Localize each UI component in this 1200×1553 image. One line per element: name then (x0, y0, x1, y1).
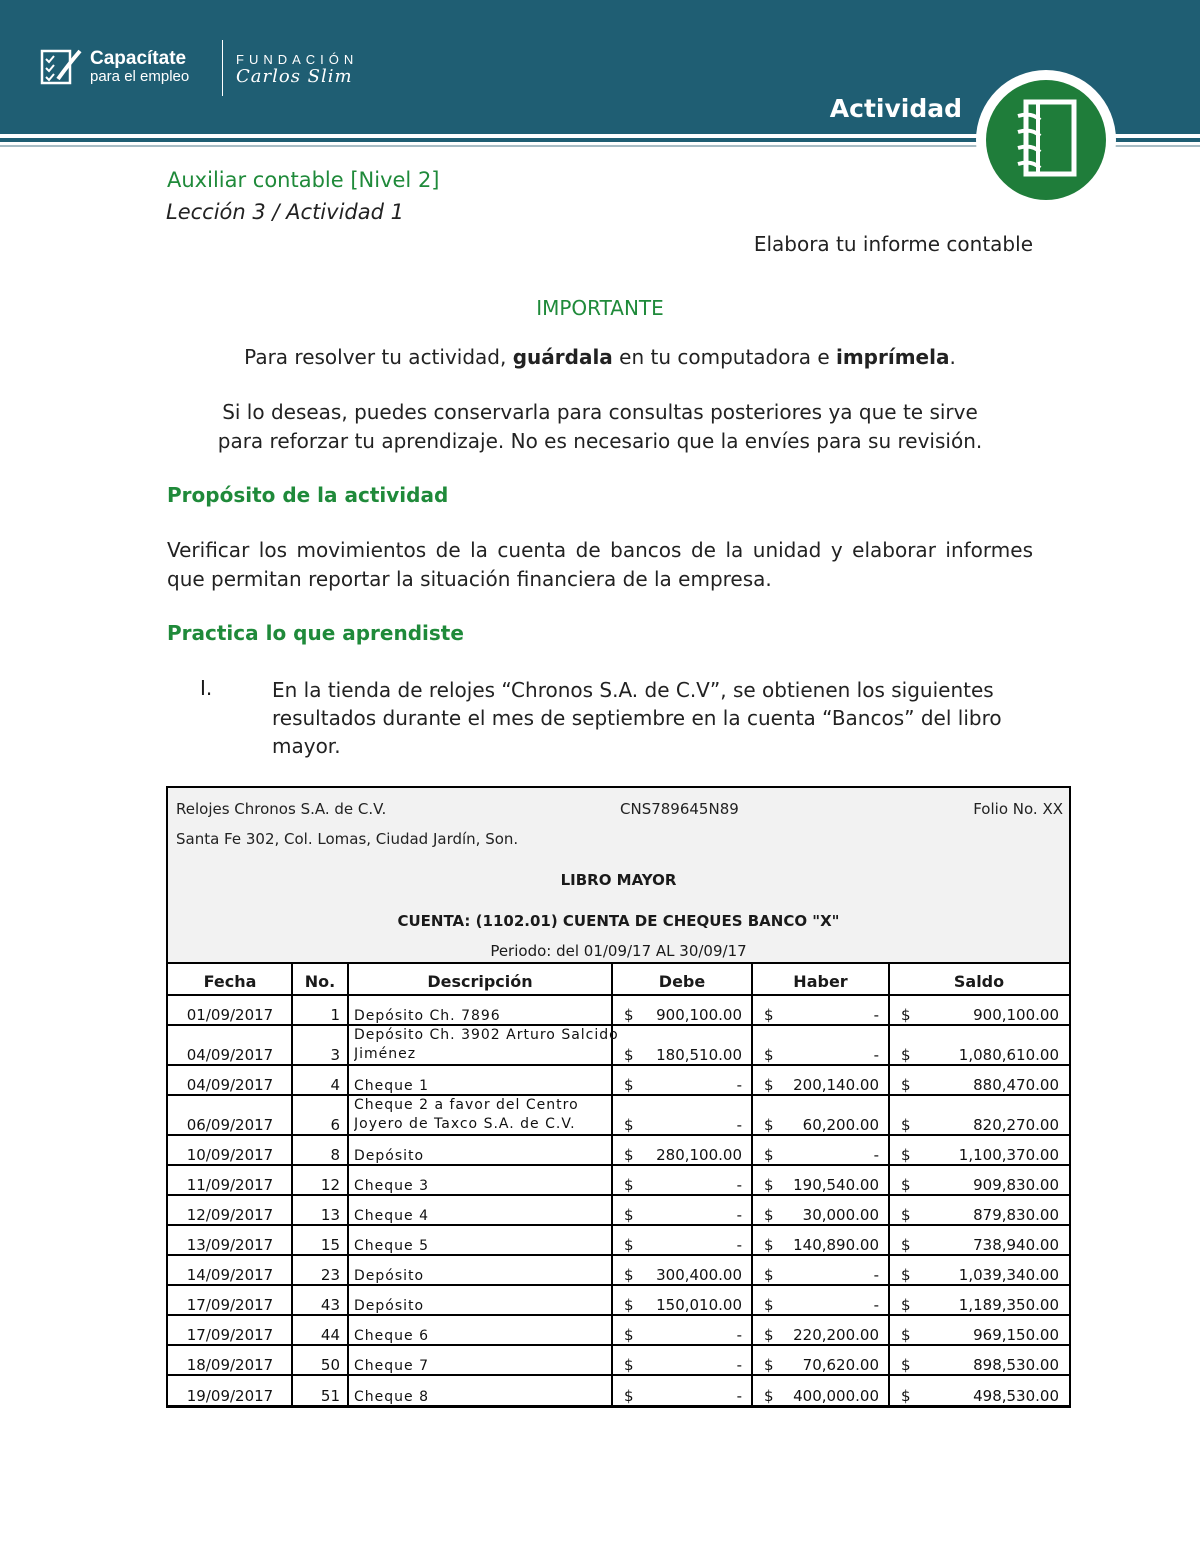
row-descripcion: Cheque 7 (354, 1358, 429, 1374)
grid-line (168, 1224, 1069, 1226)
amount-value: - (736, 1236, 742, 1254)
row-fecha: 12/09/2017 (186, 1206, 274, 1224)
row-number: 6 (330, 1116, 340, 1134)
row-number: 50 (320, 1356, 340, 1374)
brand-tagline: para el empleo (90, 68, 190, 85)
row-fecha: 04/09/2017 (186, 1046, 274, 1064)
row-descripcion: Depósito (354, 1148, 425, 1164)
row-fecha: 18/09/2017 (186, 1356, 274, 1374)
grid-line (168, 1024, 1069, 1026)
currency-sign: $ (901, 1326, 911, 1344)
instruction-part: Para resolver tu actividad, (244, 345, 513, 369)
amount-value: 1,189,350.00 (958, 1296, 1059, 1314)
notebook-icon (1006, 98, 1086, 182)
amount-value: - (736, 1116, 742, 1134)
grid-line (168, 1164, 1069, 1166)
currency-sign: $ (901, 1146, 911, 1164)
company-name: Relojes Chronos S.A. de C.V. (176, 800, 387, 818)
row-descripcion: Depósito (354, 1268, 425, 1284)
section-label: Actividad (829, 94, 962, 123)
row-fecha: 17/09/2017 (186, 1326, 274, 1344)
currency-sign: $ (901, 1236, 911, 1254)
currency-sign: $ (901, 1176, 911, 1194)
currency-sign: $ (764, 1206, 774, 1224)
amount-value: 909,830.00 (973, 1176, 1059, 1194)
amount-value: 820,270.00 (973, 1116, 1059, 1134)
grid-line (168, 1284, 1069, 1286)
amount-value: 220,200.00 (793, 1326, 879, 1344)
row-descripcion: Cheque 4 (354, 1208, 429, 1224)
amount-value: 880,470.00 (973, 1076, 1059, 1094)
amount-value: 180,510.00 (656, 1046, 742, 1064)
amount-value: 969,150.00 (973, 1326, 1059, 1344)
currency-sign: $ (624, 1206, 634, 1224)
row-fecha: 06/09/2017 (186, 1116, 274, 1134)
currency-sign: $ (624, 1076, 634, 1094)
row-number: 43 (320, 1296, 340, 1314)
currency-sign: $ (764, 1076, 774, 1094)
row-fecha: 11/09/2017 (186, 1176, 274, 1194)
foundation-signature: Carlos Slim (236, 66, 353, 87)
row-fecha: 04/09/2017 (186, 1076, 274, 1094)
currency-sign: $ (624, 1236, 634, 1254)
row-descripcion: Joyero de Taxco S.A. de C.V. (354, 1116, 576, 1132)
grid-line (168, 1405, 1069, 1407)
row-number: 4 (330, 1076, 340, 1094)
amount-value: - (873, 1296, 879, 1314)
row-descripcion: Depósito Ch. 7896 (354, 1008, 501, 1024)
amount-value: 498,530.00 (973, 1387, 1059, 1405)
currency-sign: $ (901, 1296, 911, 1314)
row-descripcion: Depósito Ch. 3902 Arturo Salcido (354, 1027, 619, 1043)
amount-value: 190,540.00 (793, 1176, 879, 1194)
note-line: para reforzar tu aprendizaje. No es necesario que la envíes para su revisión. (217, 429, 983, 453)
purpose-text: Verificar los movimientos de la cuenta de bancos de la unidad y elaborar informes que permitan reportar la situación financiera de la empresa. (167, 538, 1033, 591)
row-number: 51 (320, 1387, 340, 1405)
instruction-text (150, 343, 1050, 372)
amount-value: 879,830.00 (973, 1206, 1059, 1224)
amount-value: 200,140.00 (793, 1076, 879, 1094)
currency-sign: $ (764, 1356, 774, 1374)
amount-value: - (736, 1387, 742, 1405)
amount-value: 300,400.00 (656, 1266, 742, 1284)
amount-value: 900,100.00 (656, 1006, 742, 1024)
row-fecha: 01/09/2017 (186, 1006, 274, 1024)
amount-value: 30,000.00 (802, 1206, 879, 1224)
grid-line (168, 1134, 1069, 1136)
currency-sign: $ (624, 1387, 634, 1405)
row-fecha: 10/09/2017 (186, 1146, 274, 1164)
practice-heading: Practica lo que aprendiste (167, 621, 464, 645)
amount-value: 140,890.00 (793, 1236, 879, 1254)
instruction-bold-print: imprímela (835, 345, 950, 369)
currency-sign: $ (624, 1046, 634, 1064)
grid-line (168, 1254, 1069, 1256)
amount-value: - (873, 1146, 879, 1164)
item-number: I. (200, 676, 213, 700)
currency-sign: $ (764, 1296, 774, 1314)
col-fecha-header: Fecha (203, 972, 257, 991)
currency-sign: $ (764, 1326, 774, 1344)
amount-value: - (736, 1356, 742, 1374)
grid-line (168, 1374, 1069, 1376)
amount-value: 70,620.00 (802, 1356, 879, 1374)
amount-value: 900,100.00 (973, 1006, 1059, 1024)
currency-sign: $ (901, 1266, 911, 1284)
grid-line (168, 962, 1069, 964)
currency-sign: $ (624, 1176, 634, 1194)
amount-value: 400,000.00 (793, 1387, 879, 1405)
important-heading: IMPORTANTE (536, 296, 664, 320)
activity-title: Elabora tu informe contable (753, 232, 1033, 256)
currency-sign: $ (764, 1176, 774, 1194)
activity-badge (976, 70, 1116, 210)
row-fecha: 14/09/2017 (186, 1266, 274, 1284)
note-text (150, 398, 1050, 456)
amount-value: - (736, 1326, 742, 1344)
col-saldo-header: Saldo (953, 972, 1005, 991)
currency-sign: $ (764, 1236, 774, 1254)
company-rfc: CNS789645N89 (620, 800, 739, 818)
row-fecha: 19/09/2017 (186, 1387, 274, 1405)
amount-value: - (736, 1176, 742, 1194)
col-haber-header: Haber (793, 972, 848, 991)
currency-sign: $ (901, 1116, 911, 1134)
currency-sign: $ (624, 1356, 634, 1374)
row-descripcion: Depósito (354, 1298, 425, 1314)
amount-value: - (736, 1076, 742, 1094)
grid-line (168, 1094, 1069, 1096)
brand-name: Capacítate (90, 48, 187, 69)
row-descripcion: Jiménez (354, 1046, 417, 1062)
instruction-part: en tu computadora e (612, 345, 836, 369)
grid-line (168, 994, 1069, 996)
grid-line (168, 1194, 1069, 1196)
row-number: 15 (320, 1236, 340, 1254)
currency-sign: $ (901, 1206, 911, 1224)
account-title: CUENTA: (1102.01) CUENTA DE CHEQUES BANCO "X" (397, 912, 840, 930)
instruction-part: . (949, 345, 956, 369)
row-descripcion: Cheque 1 (354, 1078, 429, 1094)
amount-value: 1,080,610.00 (958, 1046, 1059, 1064)
checklist-icon (38, 45, 84, 89)
row-descripcion: Cheque 5 (354, 1238, 429, 1254)
logo-divider (222, 40, 223, 96)
row-fecha: 13/09/2017 (186, 1236, 274, 1254)
note-line: Si lo deseas, puedes conservarla para consultas posteriores ya que te sirve (222, 400, 978, 424)
grid-line (347, 962, 349, 1406)
item-text: En la tienda de relojes “Chronos S.A. de C.V”, se obtienen los siguientes resultados durante el mes de septiembre en la cuenta “Bancos” del libro mayor. (272, 678, 1002, 758)
currency-sign: $ (624, 1006, 634, 1024)
amount-value: - (873, 1006, 879, 1024)
purpose-heading: Propósito de la actividad (167, 483, 449, 507)
currency-sign: $ (764, 1266, 774, 1284)
amount-value: 280,100.00 (656, 1146, 742, 1164)
currency-sign: $ (901, 1046, 911, 1064)
row-number: 12 (320, 1176, 340, 1194)
instruction-bold-save: guárdala (512, 345, 613, 369)
currency-sign: $ (901, 1006, 911, 1024)
col-no-header: No. (304, 972, 336, 991)
currency-sign: $ (764, 1387, 774, 1405)
foundation-label: FUNDACIÓN (236, 52, 359, 67)
grid-line (168, 1064, 1069, 1066)
col-debe-header: Debe (658, 972, 706, 991)
grid-line (168, 1344, 1069, 1346)
amount-value: 738,940.00 (973, 1236, 1059, 1254)
currency-sign: $ (901, 1356, 911, 1374)
ledger-header (168, 788, 1069, 962)
row-number: 13 (320, 1206, 340, 1224)
row-number: 1 (330, 1006, 340, 1024)
amount-value: - (736, 1206, 742, 1224)
amount-value: 150,010.00 (656, 1296, 742, 1314)
row-descripcion: Cheque 3 (354, 1178, 429, 1194)
capacitate-logo (38, 42, 189, 92)
folio-number: Folio No. XX (973, 800, 1063, 818)
amount-value: - (873, 1046, 879, 1064)
row-descripcion: Cheque 6 (354, 1328, 429, 1344)
amount-value: 898,530.00 (973, 1356, 1059, 1374)
row-number: 8 (330, 1146, 340, 1164)
row-fecha: 17/09/2017 (186, 1296, 274, 1314)
col-descripcion-header: Descripción (427, 972, 533, 991)
company-address: Santa Fe 302, Col. Lomas, Ciudad Jardín, Son. (176, 830, 519, 848)
currency-sign: $ (764, 1116, 774, 1134)
currency-sign: $ (764, 1146, 774, 1164)
grid-line (168, 1314, 1069, 1316)
amount-value: 1,039,340.00 (958, 1266, 1059, 1284)
course-title: Auxiliar contable [Nivel 2] (167, 168, 440, 192)
row-descripcion: Cheque 2 a favor del Centro (354, 1097, 579, 1113)
currency-sign: $ (624, 1266, 634, 1284)
currency-sign: $ (624, 1296, 634, 1314)
row-descripcion: Cheque 8 (354, 1389, 429, 1405)
currency-sign: $ (901, 1076, 911, 1094)
row-number: 23 (320, 1266, 340, 1284)
currency-sign: $ (624, 1326, 634, 1344)
period-text: Periodo: del 01/09/17 AL 30/09/17 (490, 942, 747, 960)
book-title: LIBRO MAYOR (560, 871, 677, 889)
currency-sign: $ (764, 1046, 774, 1064)
row-number: 44 (320, 1326, 340, 1344)
lesson-subtitle: Lección 3 / Actividad 1 (166, 200, 404, 224)
ledger-table (166, 786, 1071, 1408)
currency-sign: $ (624, 1146, 634, 1164)
amount-value: 60,200.00 (802, 1116, 879, 1134)
row-number: 3 (330, 1046, 340, 1064)
amount-value: - (873, 1266, 879, 1284)
amount-value: 1,100,370.00 (958, 1146, 1059, 1164)
currency-sign: $ (624, 1116, 634, 1134)
currency-sign: $ (764, 1006, 774, 1024)
currency-sign: $ (901, 1387, 911, 1405)
